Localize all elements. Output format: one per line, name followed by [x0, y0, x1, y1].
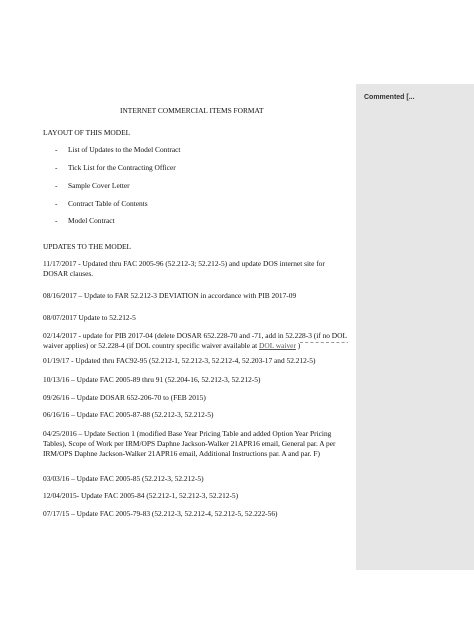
update-entry: 11/17/2017 - Updated thru FAC 2005-96 (52.212-3; 52.212-5) and update DOS internet site for DOSAR clauses.	[43, 259, 325, 278]
update-entry-text: 02/14/2017 - update for PIB 2017-04 (delete DOSAR 652.228-70 and -71, add in 52.228-3 (if no DOL waiver applies) or 52.228-4 (if DOL country specific waiver available at	[43, 331, 347, 350]
update-entry: 12/04/2015- Update FAC 2005-84 (52.212-1, 52.212-3, 52.212-5)	[43, 491, 239, 500]
update-entry: 03/03/16 – Update FAC 2005-85 (52.212-3, 52.212-5)	[43, 474, 204, 483]
update-entry: 04/25/2016 – Update Section 1 (modified Base Year Pricing Table and added Option Year Pricing Tables), Scope of Work per IRM/OPS Daphne Jackson-Walker 21APR16 email, General par. A per IRM/OPS Daphne Jackson-Walker 21APR16 email, Additional Instructions par. A and par. F)	[43, 429, 336, 458]
bullet-dash: -	[55, 181, 58, 190]
update-entry: 08/16/2017 – Update to FAR 52.212-3 DEVIATION in accordance with PIB 2017-09	[43, 291, 297, 300]
comment-label: Commented [...	[364, 94, 415, 101]
updates-heading: UPDATES TO THE MODEL	[43, 242, 132, 251]
layout-heading: LAYOUT OF THIS MODEL	[43, 128, 131, 137]
bullet-dash: -	[55, 163, 58, 172]
update-entry: 10/13/16 – Update FAC 2005-89 thru 91 (52.204-16, 52.212-3, 52.212-5)	[43, 375, 261, 384]
layout-item: Model Contract	[68, 216, 115, 225]
layout-item: Tick List for the Contracting Officer	[68, 163, 176, 172]
link-suffix: )	[295, 341, 301, 350]
comment-pane	[348, 0, 474, 630]
update-entry: 01/19/17 - Updated thru FAC92-95 (52.212-1, 52.212-3, 52.212-4, 52.203-17 and 52.212-5)	[43, 356, 316, 365]
bullet-dash: -	[55, 145, 58, 154]
layout-item: Sample Cover Letter	[68, 181, 130, 190]
bullet-dash: -	[55, 216, 58, 225]
dol-waiver-link[interactable]: DOL waiver	[259, 341, 296, 350]
update-entry	[43, 331, 348, 351]
layout-item: List of Updates to the Model Contract	[68, 145, 181, 154]
update-entry: 07/17/15 – Update FAC 2005-79-83 (52.212-3, 52.212-4, 52.212-5, 52.222-56)	[43, 509, 278, 518]
update-entry: 08/07/2017 Update to 52.212-5	[43, 313, 136, 322]
comment-balloon[interactable]	[356, 84, 474, 570]
update-entry: 06/16/16 – Update FAC 2005-87-88 (52.212-3, 52.212-5)	[43, 410, 214, 419]
bullet-dash: -	[55, 199, 58, 208]
comment-connector	[300, 342, 355, 343]
update-entry: 09/26/16 – Update DOSAR 652-206-70 to (FEB 2015)	[43, 393, 206, 402]
layout-item: Contract Table of Contents	[68, 199, 148, 208]
document-title: INTERNET COMMERCIAL ITEMS FORMAT	[120, 106, 264, 115]
